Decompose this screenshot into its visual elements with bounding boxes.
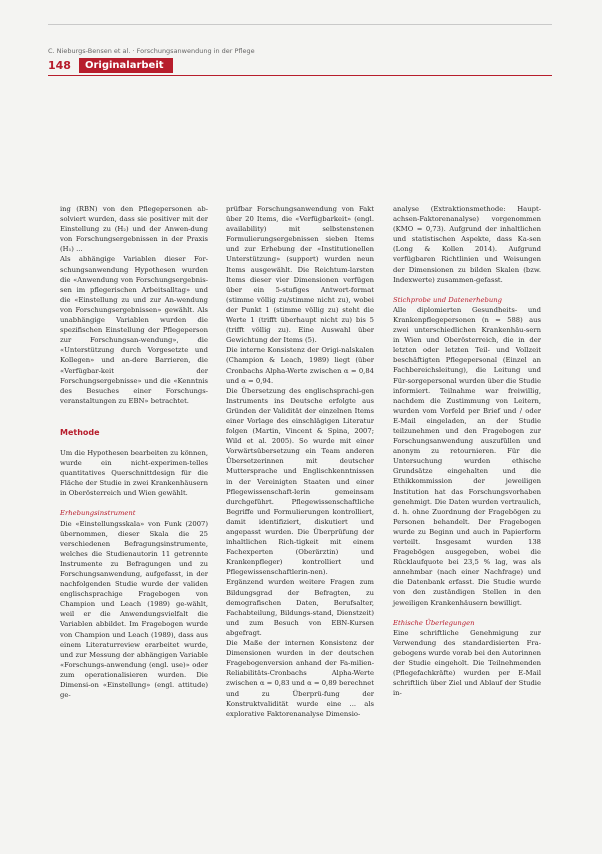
running-head: C. Nieburgs-Bensen et al. · Forschungsanwendung in der Pflege bbox=[48, 47, 255, 55]
paragraph: ing (RBN) von den Pflegepersonen ab-solviert wurden, dass sie positiver mit der Einstellung zu (H₂) und der Anwen-dung von Forschungsergebnissen in der Praxis (H₁) ... bbox=[60, 205, 208, 254]
paragraph: Alle diplomierten Gesundheits- und Krankenpflegepersonen (n = 588) aus zwei unterschiedlichen Krankenhäu-sern in Wien und Oberösterreich, die in der letzten oder letzten Teil- und Vollzeit beschäftigten Pflegepersonal (Einzel an Fachbereichsleitung), die Leitung und Für-sorgepersonal wurden über die Studie informiert. Teilnahme war freiwillig, nachdem die Zustimmung von Leitern, wurden vom Vorfeld per Brief und / oder E-Mail eingeladen, an der Studie teilzunehmen und den Fragebogen zur Forschungsanwendung auszufüllen und anonym zu retournieren. Für die Untersuchung wurden ethische Grundsätze eingehalten und die Ethikkommission der jeweiligen Institution hat das Forschungsvorhaben genehmigt. Die Daten wurden vertraulich, d. h. ohne Zuordnung der Fragebögen zu Personen behandelt. Der Fragebogen wurde zu Beginn und auch in Papierform verteilt. Insgesamt wurden 138 Fragebögen ausgegeben, wobei die Rücklaufquote bei 23,5 % lag, was als annehmbar (nach einer Nachfrage) und die Datenbank erfasst. Die Studie wurde von den zuständigen Stellen in den jeweiligen Krankenhäusern bewilligt. bbox=[393, 305, 541, 607]
paragraph: Um die Hypothesen bearbeiten zu können, wurde ein nicht-experimen-telles quantitatives Querschnittdesign für die Fläche der Studie in zwei Krankenhäusern in Oberösterreich und Wien gewählt. bbox=[60, 448, 208, 498]
subheading: Stichprobe und Datenerhebung bbox=[393, 295, 502, 304]
paragraph: Die Übersetzung des englischsprachi-gen Instruments ins Deutsche erfolgte aus Gründen der Validität der einzelnen Items einer Vorlage des einschlägigen Literatur folgen (Martin, Vincent & Spina, 2007; Wild et al. 2005). So wurde mit einer Vorwärtsübersetzung ein Team anderen Übersetzerinnen mit deutscher Muttersprache und Englischkenntnissen in der Vereinigten Staaten und einer Pflegewissenschaft-lerin gemeinsam durchgeführt. Pflegewissenschaftliche Begriffe und Formulierungen kontrolliert, damit identifiziert, diskutiert und angepasst wurden. Die Überprüfung der inhaltlichen Rich-tigkeit mit einem Fachexperten (Oberärztin) und Krankenpfleger) kontrolliert und Pflegewissenschaftlerin-nen). bbox=[226, 386, 374, 577]
column-2 bbox=[226, 204, 374, 719]
paragraph: analyse (Extraktionsmethode: Haupt-achsen-Faktorenanalyse) vorgenommen (KMO = 0,73). Aufgrund der inhaltlichen und statistischen Aspekte, dass Ka-sen (Long & Kollen 2014). Aufgrund verfügbaren Richtlinien und Weisungen der Dimensionen zu bilden Skalen (bzw. Indexwerte) zusammen-gefasst. bbox=[393, 205, 541, 284]
section-badge: Originalarbeit bbox=[79, 58, 173, 73]
paragraph: Die Maße der internen Konsistenz der Dimensionen wurden in der deutschen Fragebogenversion anhand der Fa-milien-Reliabilitäts-Cronbachs Alpha-Werte zwischen α = 0,83 und α = 0,89 berechnet und zu Überprü-fung der Konstruktvalidität wurde eine ... als explorative Faktorenanalyse Dimensio- bbox=[226, 639, 374, 718]
subheading: Erhebungsinstrument bbox=[60, 509, 136, 518]
column-3 bbox=[393, 204, 541, 698]
page-number: 148 bbox=[48, 59, 71, 72]
paragraph: Ergänzend wurden weitere Fragen zum Bildungsgrad der Befragten, zu demografischen Daten, Berufsalter, Fachabteilung, Bildungs-stand, Dienstzeit) und zum Besuch von EBN-Kursen abgefragt. bbox=[226, 578, 374, 637]
page-header bbox=[48, 58, 173, 73]
paragraph: Als abhängige Variablen dieser For-schungsanwendung Hypothesen wurden die «Anwendung von Forschungsergebnis-sen im pflegerischen Arbeitsalltag» und die «Einstellung zu und zur An-wendung von Forschungsergebnissen» gewählt. Als unabhängige Variablen wurden die spezifischen Einstellung der Pflegeperson zur Forschungsan-wendung», die «Unterstützung durch Vorgesetzte und Kollegen» und an-dere Barrieren, die «Verfügbar-keit der Forschungsergebnisse» und die «Kenntnis des Besuches einer Forschungs-veranstaltungen zu EBN» betrachtet. bbox=[60, 255, 208, 405]
methods-heading: Methode bbox=[60, 427, 100, 437]
paragraph: Eine schriftliche Genehmigung zur Verwendung des standardisierten Fra-gebogens wurde vorab bei den Autorinnen der Studie eingeholt. Die Teilnehmenden (Pflegefachkräfte) wurden per E-Mail schriftlich über Ziel und Ablauf der Studie in- bbox=[393, 628, 541, 698]
paragraph: prüfbar Forschungsanwendung von Fakt über 20 Items, die «Verfügbarkeit» (engl. availability) mit selbstenstenen Formulierungsergebnissen sieben Items und zur Erhebung der «Institutionellen Unterstützung» (support) wurden neun Items ausgewählt. Die Reichtum-larsten Items dieser vier Dimensionen verfügen über ein 5-stufiges Antwort-format (stimme völlig zu/stimme nicht zu), wobei der Punkt 1 (stimme völlig zu) steht die Werte 1 (trifft überhaupt nicht zu) bis 5 (trifft völlig zu). Eine Auswahl über Gewichtung der Items (5). bbox=[226, 205, 374, 345]
paragraph: Die interne Konsistenz der Origi-nalskalen (Champion & Leach, 1989) liegt (über Cronbachs Alpha-Werte zwischen α = 0,84 und α = 0,94. bbox=[226, 346, 374, 385]
subheading: Ethische Überlegungen bbox=[393, 618, 475, 627]
paragraph: Die «Einstellungsskala» von Funk (2007) übernommen, dieser Skala die 25 verschiedenen Befragungsinstrumente, welches die Studienautorin 11 getrennte Instrumente zu Befragungen und zu Forschungsanwendung, aufgefasst, in der nachfolgenden Studie wurde der validen englischsprachige Fragebogen von Champion und Leach (1989) ge-wählt, weil er die Anwendungsvielfalt die Variablen abbildet. Im Fragebogen wurde von Champion und Leach (1989), dass aus einem Literaturreview erarbeitet wurde, und zur Messung der abhängigen Variable «Forschungs-anwendung (engl. use)» oder zum operationalisieren wurden. Die Dimensi-on «Einstellung» (engl. attitude) ge- bbox=[60, 519, 208, 700]
top-rule bbox=[48, 24, 552, 25]
header-rule bbox=[48, 75, 552, 76]
column-1 bbox=[60, 204, 208, 700]
